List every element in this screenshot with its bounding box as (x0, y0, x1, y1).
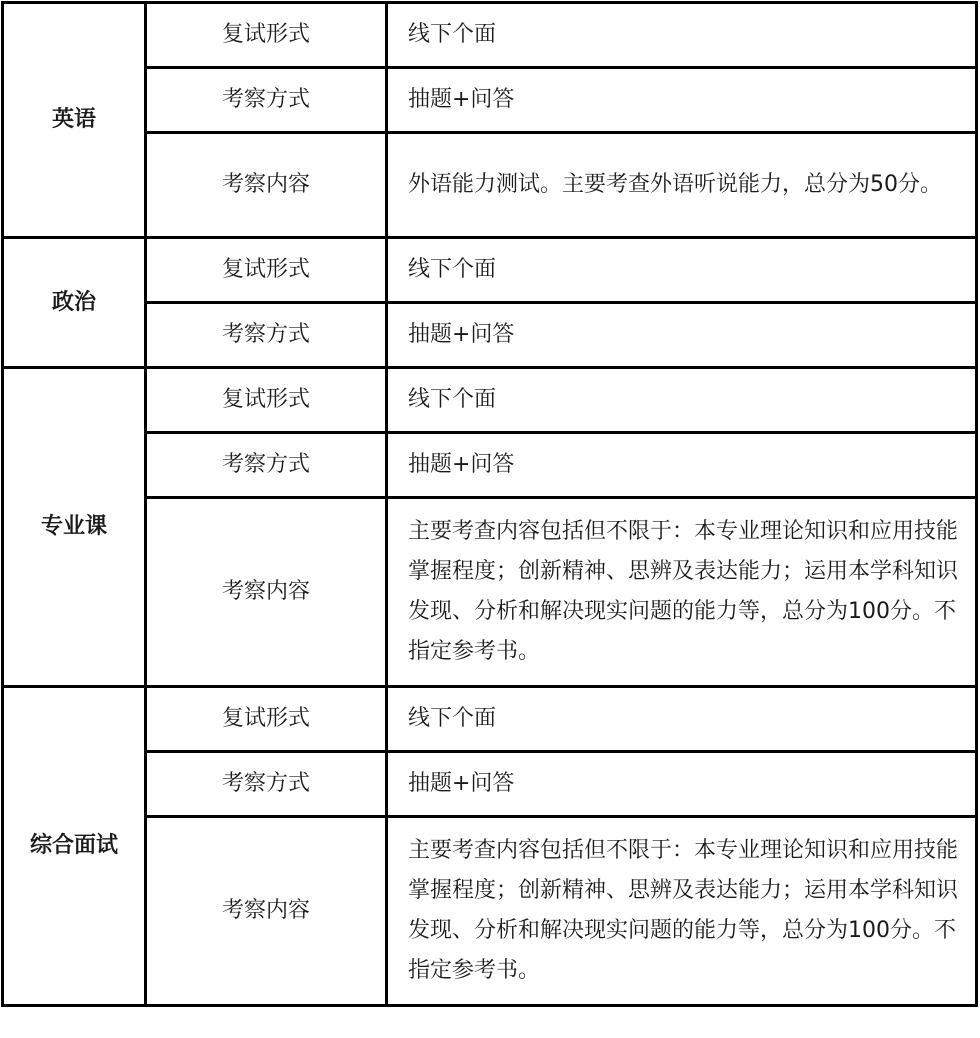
subject-cell-major-course: 专业课 (3, 368, 146, 687)
item-content: 抽题+问答 (387, 303, 977, 368)
item-content: 抽题+问答 (387, 68, 977, 133)
item-label: 考察方式 (146, 752, 387, 817)
table-row (3, 433, 977, 498)
item-content: 线下个面 (387, 238, 977, 303)
item-content: 主要考查内容包括但不限于：本专业理论知识和应用技能掌握程度；创新精神、思辨及表达能力；运用本学科知识发现、分析和解决现实问题的能力等，总分为100分。不指定参考书。 (387, 817, 977, 1006)
item-label: 复试形式 (146, 368, 387, 433)
table-row (3, 303, 977, 368)
item-label: 考察方式 (146, 433, 387, 498)
subject-cell-politics: 政治 (3, 238, 146, 368)
item-label: 复试形式 (146, 238, 387, 303)
table-row (3, 752, 977, 817)
item-content: 抽题+问答 (387, 433, 977, 498)
item-label: 考察方式 (146, 303, 387, 368)
table-row (3, 498, 977, 687)
item-label: 考察内容 (146, 817, 387, 1006)
item-content: 外语能力测试。主要考查外语听说能力，总分为50分。 (387, 133, 977, 238)
item-label: 复试形式 (146, 3, 387, 68)
item-label: 考察方式 (146, 68, 387, 133)
item-label: 考察内容 (146, 133, 387, 238)
subject-cell-comprehensive-interview: 综合面试 (3, 687, 146, 1006)
item-content: 线下个面 (387, 687, 977, 752)
table-row (3, 68, 977, 133)
exam-format-table (1, 1, 978, 1007)
subject-cell-english: 英语 (3, 3, 146, 238)
item-label: 复试形式 (146, 687, 387, 752)
item-content: 主要考查内容包括但不限于：本专业理论知识和应用技能掌握程度；创新精神、思辨及表达能力；运用本学科知识发现、分析和解决现实问题的能力等，总分为100分。不指定参考书。 (387, 498, 977, 687)
table-row (3, 368, 977, 433)
item-label: 考察内容 (146, 498, 387, 687)
table-row (3, 238, 977, 303)
item-content: 线下个面 (387, 368, 977, 433)
table-row (3, 687, 977, 752)
item-content: 线下个面 (387, 3, 977, 68)
table-row (3, 817, 977, 1006)
item-content: 抽题+问答 (387, 752, 977, 817)
table-row (3, 3, 977, 68)
table-row (3, 133, 977, 238)
